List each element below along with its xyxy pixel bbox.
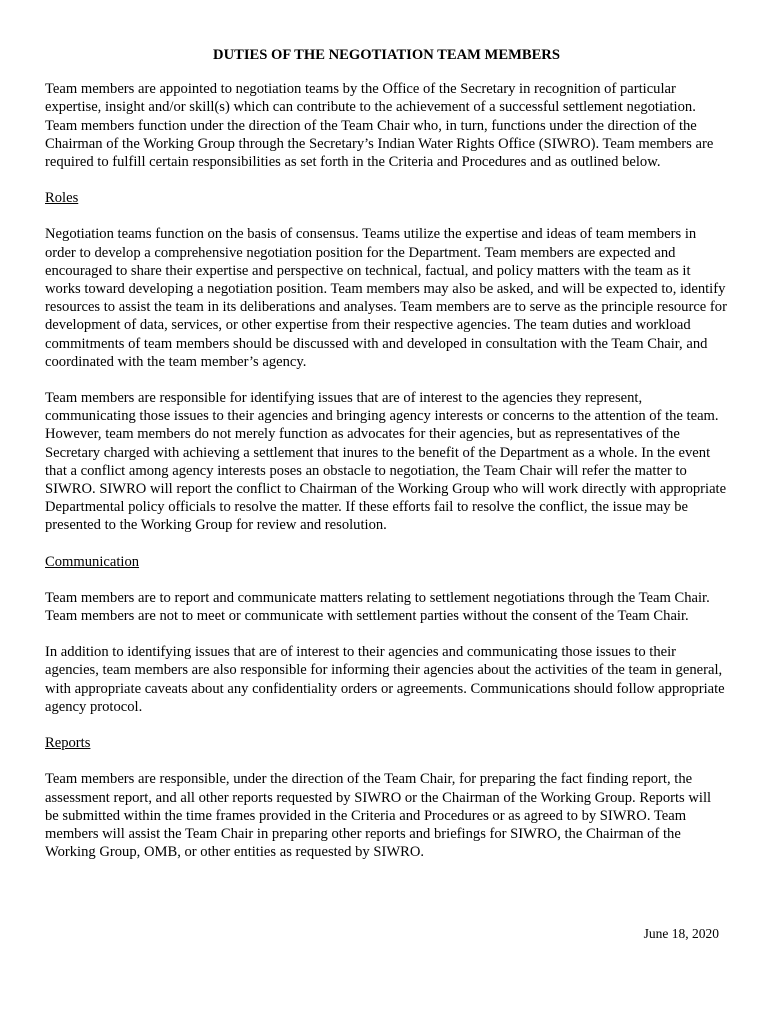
document-title: DUTIES OF THE NEGOTIATION TEAM MEMBERS xyxy=(213,47,560,63)
roles-paragraph-2: Team members are responsible for identifying issues that are of interest to the agencies they represent, communicating those issues to their agencies and bringing agency interests or concerns to the attention of the team. However, team members do not merely function as advocates for their agencies, but as representatives of the Secretary charged with achieving a settlement that inures to the benefit of the Department as a whole. In the event that a conflict among agency interests poses an obstacle to negotiation, the Team Chair will refer the matter to SIWRO. SIWRO will report the conflict to Chairman of the Working Group who will work directly with appropriate Departmental policy officials to resolve the matter. If these efforts fail to resolve the conflict, the issue may be presented to the Working Group for review and resolution. xyxy=(45,390,727,534)
section-heading-reports: Reports xyxy=(45,735,91,752)
document-page xyxy=(45,46,728,861)
document-date: June 18, 2020 xyxy=(643,926,719,941)
section-heading-roles: Roles xyxy=(45,190,79,207)
communication-paragraph-1: Team members are to report and communicate matters relating to settlement negotiations through the Team Chair. Team members are not to meet or communicate with settlement parties without the consent of the Team Chair. xyxy=(45,589,710,625)
communication-paragraph-2: In addition to identifying issues that are of interest to their agencies and communicating those issues to their agencies, team members are also responsible for informing their agencies about the activities of the team in general, with appropriate caveats about any confidentiality orders or agreements. Communications should follow appropriate agency protocol. xyxy=(45,644,725,715)
roles-paragraph-1: Negotiation teams function on the basis of consensus. Teams utilize the expertise and ideas of team members in order to develop a comprehensive negotiation position for the Department. Team members are expected and encouraged to share their expertise and perspective on technical, factual, and policy matters with the team as it works toward developing a negotiation position. Team members may also be asked, and will be expected to, identify resources to assist the team in its deliberations and analyses. Team members are to serve as the principle resource for development of data, services, or other expertise from their respective agencies. The team duties and workload commitments of team members should be discussed with and developed in consultation with the Team Chair, and coordinated with the team member’s agency. xyxy=(45,226,727,370)
intro-paragraph: Team members are appointed to negotiation teams by the Office of the Secretary in recognition of particular expertise, insight and/or skill(s) which can contribute to the achievement of a successful settlement negotiation. Team members function under the direction of the Team Chair who, in turn, functions under the direction of the Chairman of the Working Group through the Secretary’s Indian Water Rights Office (SIWRO). Team members are required to fulfill certain responsibilities as set forth in the Criteria and Procedures and as outlined below. xyxy=(45,81,714,171)
reports-paragraph-1: Team members are responsible, under the direction of the Team Chair, for preparing the fact finding report, the assessment report, and all other reports requested by SIWRO or the Chairman of the Working Group. Reports will be submitted within the time frames provided in the Criteria and Procedures or as agreed to by SIWRO. Team members will assist the Team Chair in preparing other reports and briefings for SIWRO, the Chairman of the Working Group, OMB, or other entities as requested by SIWRO. xyxy=(45,771,712,861)
section-heading-communication: Communication xyxy=(45,553,140,570)
